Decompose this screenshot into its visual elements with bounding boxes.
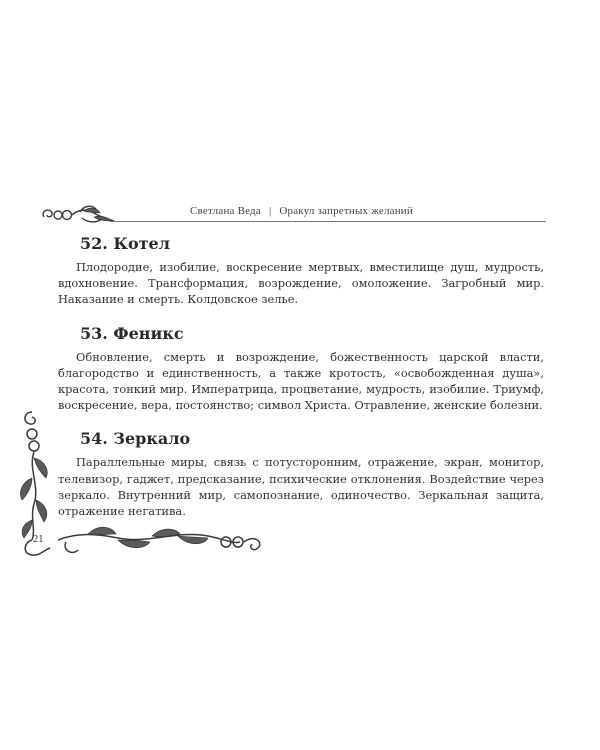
header-rule	[110, 221, 546, 222]
vine-ornament-icon	[58, 520, 268, 560]
entry-52	[58, 232, 544, 308]
page-number: 21	[33, 534, 44, 545]
entry-53	[58, 322, 544, 414]
entry-title: 54. Зеркало	[80, 429, 191, 449]
running-header	[190, 205, 490, 217]
entry-title: 53. Феникс	[80, 323, 184, 343]
header-book-title: Оракул запретных желаний	[279, 205, 413, 217]
entry-text: Параллельные миры, связь с потусторонним, отражение, экран, монитор, телевизор, гаджет, предсказание, психические отклонения. Воздействие через зеркало. Внутренний мир, самопознание, одиночество. Зеркальная защита, отражение негатива.	[58, 455, 544, 519]
entry-title: 52. Котел	[80, 234, 171, 253]
header-separator: |	[268, 205, 272, 217]
entry-54	[58, 427, 544, 519]
entry-text: Плодородие, изобилие, воскресение мертвых, вместилище душ, мудрость, вдохновение. Трансформация, возрождение, омоложение. Загробный мир. Наказание и смерть. Колдовское зелье.	[58, 260, 544, 307]
vine-ornament-icon	[38, 203, 118, 227]
header-author: Светлана Веда	[190, 205, 261, 217]
entry-text: Обновление, смерть и возрождение, божественность царской власти, благородство и единственность, а также кротость, «освобожденная душа», красота, тонкий мир. Императрица, процветание, мудрость, изобилие. Триумф, воскресение, вера, постоянство; символ Христа. Отравление, женские болезни.	[58, 349, 544, 413]
page-content	[58, 232, 544, 533]
